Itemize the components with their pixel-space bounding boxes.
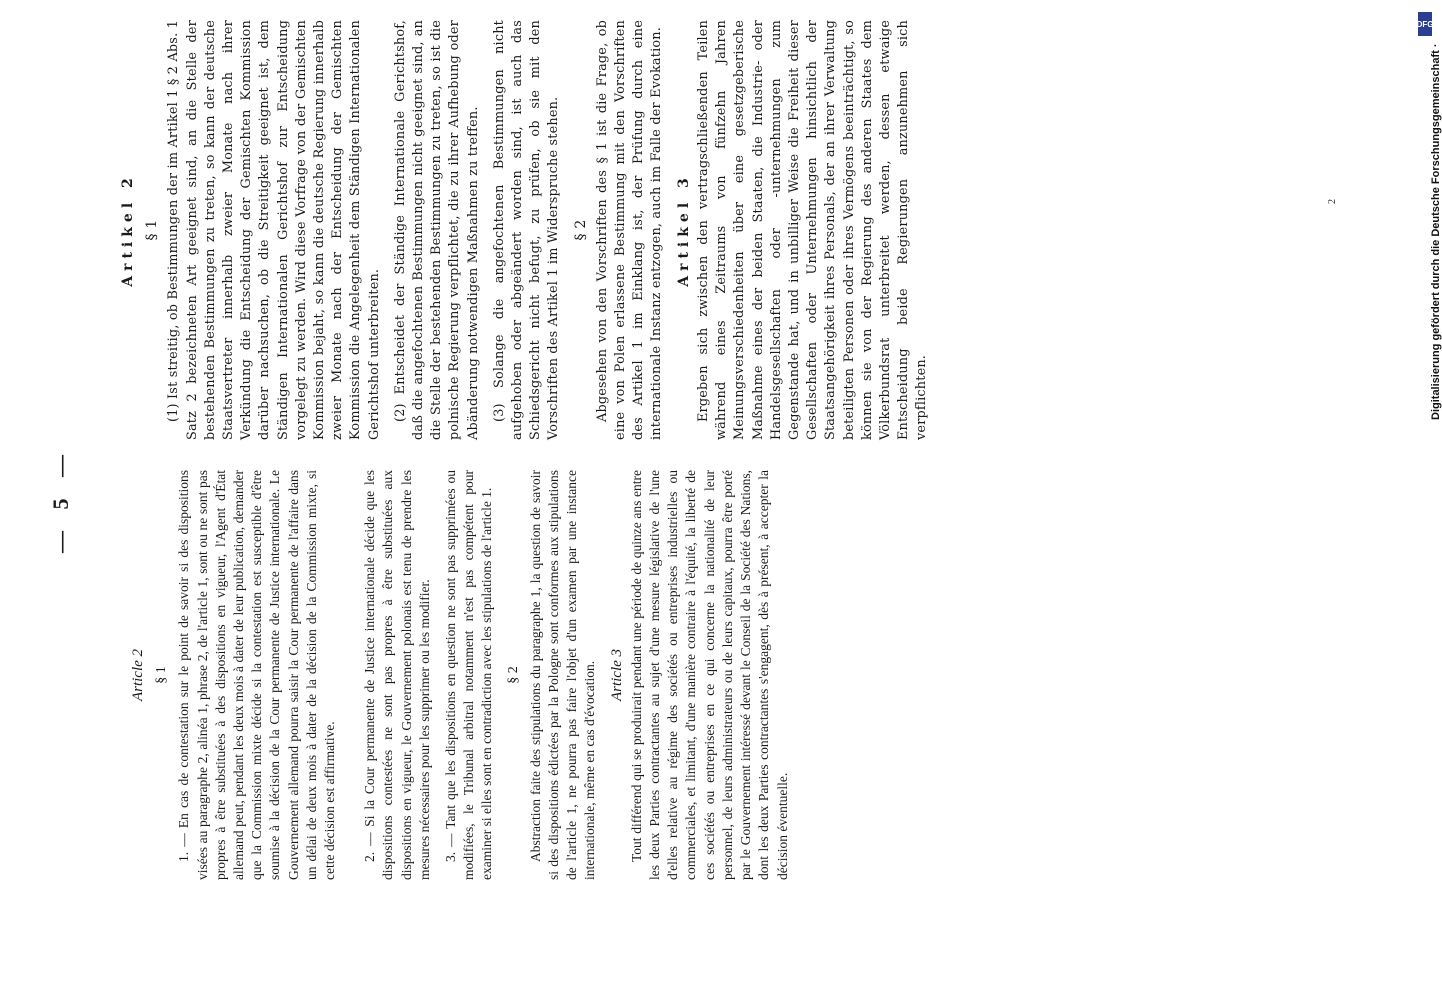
section-2-mark-fr: § 2: [505, 666, 521, 684]
german-column: [115, 20, 940, 440]
section-1-mark-de: § 1: [144, 219, 161, 241]
page-number-header: — 5 —: [48, 447, 73, 553]
dfg-logo-icon: DFG: [1418, 12, 1432, 36]
article-3-title-fr: Article 3: [608, 648, 625, 702]
dfg-credit-note: [1414, 40, 1442, 420]
paragraph-de-3: (3) Solange die angefochtenen Bestimmungen nicht aufgehoben oder abgeändert worden sind, ist auch das Schiedsgericht nicht befugt, zu prüfen, ob sie mit den Vorschriften des Artikel 1 im Widerspruche stehen.: [491, 20, 562, 440]
paragraph-fr-2: 2. — Si la Cour permanente de Justice internationale décide que les dispositions contestées ne sont pas propres à être substituées aux dispositions en vigueur, le Gouvernement polonais est tenu de prendre les mesures nécessaires pour les supprimer ou les modifier.: [362, 470, 432, 880]
paragraph-fr-1: 1. — En cas de contestation sur le point de savoir si des dispositions visées au paragraphe 2, alinéa 1, phrase 2, de l'article 1, sont ou ne sont pas propres à être substituées à des dispositions en vigueur, l'Agent d'État allemand peut, pendant les deux mois à dater de leur publication, demander que la Commission mixte décide si la contestation est susceptible d'être soumise à la décision de la Cour permanente de Justice internationale. Le Gouvernement allemand pourra saisir la Cour permanente de l'affaire dans un délai de deux mois à dater de la décision de la Commission mixte, si cette décision est affirmative.: [176, 470, 338, 880]
section-1-mark-fr: § 1: [154, 666, 170, 684]
paragraph-fr-3: 3. — Tant que les dispositions en question ne sont pas supprimées ou modifiées, le Tribunal arbitral notamment n'est pas compétent pour examiner si elles sont en contradiction avec les stipulations de l'article 1.: [443, 470, 495, 880]
paragraph-fr-5: Tout différend qui se produirait pendant une période de quinze ans entre les deux Parties contractantes au sujet d'une mesure législative de l'une d'elles relative au régime des sociétés ou entreprises industrielles ou commerciales, et limitant, d'une manière contraire à l'équité, la liberté de ces sociétés ou entreprises en ce qui concerne la nationalité de leur personnel, de leurs administrateurs ou de leurs capitaux, pourra être porté par le Gouvernement intéressé devant le Conseil de la Société des Nations, dont les deux Parties contractantes s'engagent, dès à présent, à accepter la décision éventuelle.: [628, 470, 790, 880]
article-2-title-de: Artikel 2: [120, 173, 136, 287]
article-3-title-de: Artikel 3: [675, 173, 692, 287]
section-2-mark-de: § 2: [572, 219, 589, 241]
paragraph-de-4: Abgesehen von den Vorschriften des § 1 ist die Frage, ob eine von Polen erlassene Bestimmung mit den Vorschriften des Artikel 1 im Einklang ist, der Prüfung durch eine internationale Instanz entzogen, auch im Falle der Evokation.: [594, 20, 665, 440]
small-page-number: 2: [1327, 199, 1338, 204]
paragraph-de-1: (1) Ist streitig, ob Bestimmungen der im Artikel 1 § 2 Abs. 1 Satz 2 bezeichneten Art geeignet sind, an die Stelle der bestehenden Bestimmungen zu treten, so kann der deutsche Staatsvertreter innerhalb zweier Monate nach ihrer Verkündung die Entscheidung der Gemischten Kommission darüber nachsuchen, ob die Streitigkeit geeignet ist, dem Ständigen Internationalen Gerichtshof zur Entscheidung vorgelegt zu werden. Wird diese Vorfrage von der Gemischten Kommission bejaht, so kann die deutsche Regierung innerhalb zweier Monate nach der Entscheidung der Gemischten Kommission die Angelegenheit dem Ständigen Internationalen Gerichtshof unterbreiten.: [166, 20, 382, 440]
article-2-title-fr: Article 2: [130, 648, 146, 702]
paragraph-de-2: (2) Entscheidet der Ständige Internationale Gerichtshof, daß die angefochtenen Bestimmungen nicht geeignet sind, an die Stelle der bestehenden Bestimmungen zu treten, so ist die polnische Regierung verpflichtet, die zu ihrer Aufhebung oder Abänderung notwendigen Maßnahmen zu treffen.: [392, 20, 481, 440]
paragraph-de-5: Ergeben sich zwischen den vertragschließenden Teilen während eines Zeitraums von fünfzehn Jahren Meinungsverschiedenheiten über eine gesetzgeberische Maßnahme eines der beiden Staaten, die Industrie- oder Handelsgesellschaften oder -unternehmungen zum Gegenstande hat, und in unbilliger Weise die Freiheit dieser Gesellschaften oder Unternehmungen hinsichtlich der Staatsangehörigkeit ihres Personals, der an ihrer Verwaltung beteiligten Personen oder ihres Vermögens beeinträchtigt, so können sie von der Regierung des anderen Staates dem Völkerbundsrat unterbreitet werden, dessen etwaige Entscheidung beide Regierungen anzunehmen sich verpflichten.: [695, 20, 930, 440]
french-column: [125, 470, 800, 880]
dfg-credit-text: Digitalisierung gefördert durch die Deutsche Forschungsgemeinschaft ·: [1430, 43, 1442, 420]
rotated-document-page: [40, 0, 1140, 1000]
paragraph-fr-4: Abstraction faite des stipulations du paragraphe 1, la question de savoir si des dispositions édictées par la Pologne sont conformes aux stipulations de l'article 1, ne pourra pas faire l'objet d'un examen par une instance internationale, même en cas d'évocation.: [527, 470, 598, 880]
